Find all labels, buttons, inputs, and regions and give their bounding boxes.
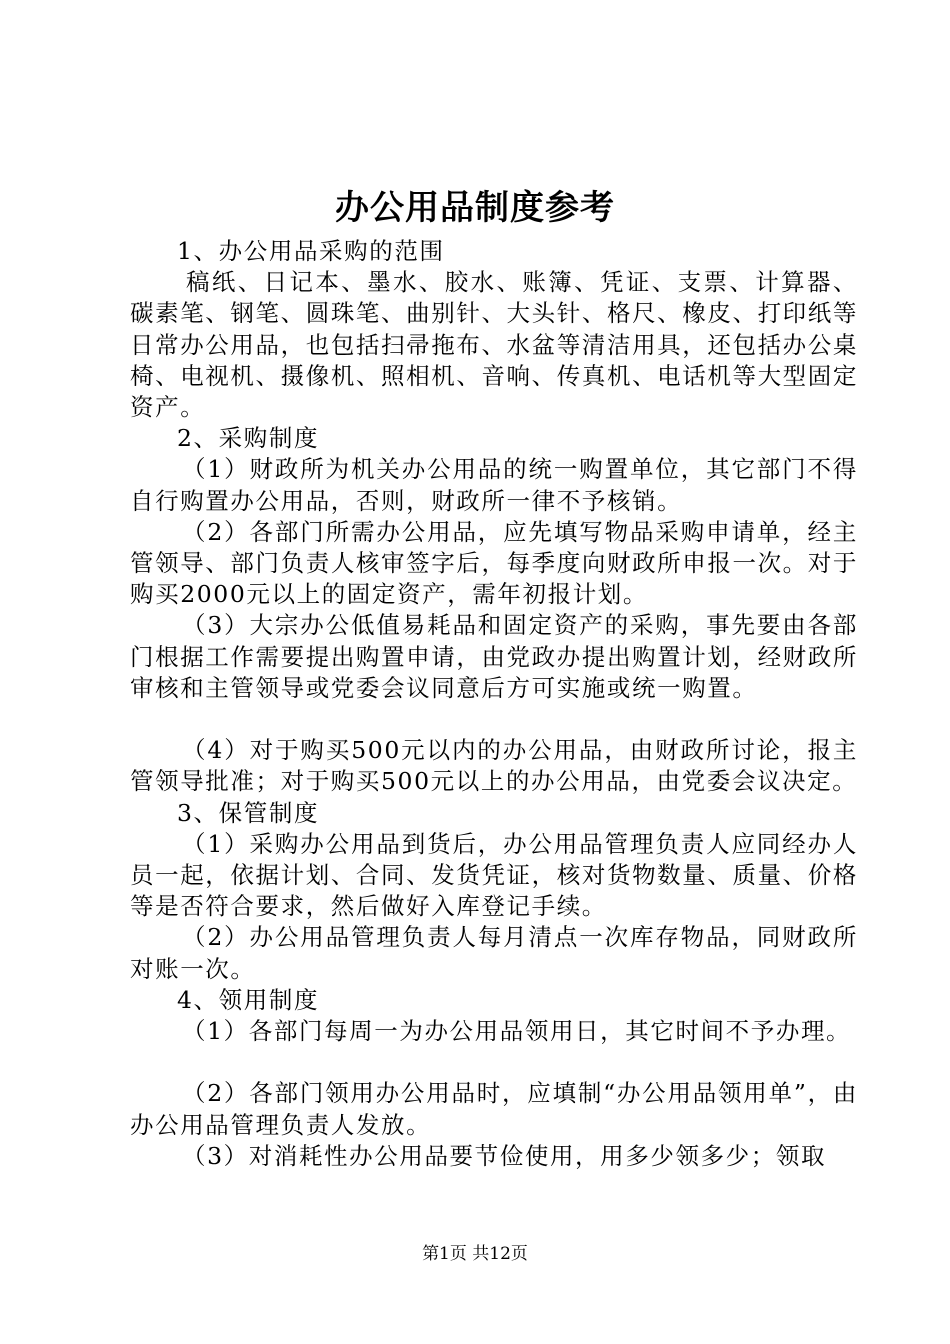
paragraph-item: （1）财政所为机关办公用品的统一购置单位，其它部门不得自行购置办公用品，否则，财政所一律不予核销。 (130, 455, 858, 515)
paragraph-scope: 稿纸、日记本、墨水、胶水、账簿、凭证、支票、计算器、碳素笔、钢笔、圆珠笔、曲别针、大头针、格尺、橡皮、打印纸等日常办公用品，也包括扫帚拖布、水盆等清洁用具，还包括办公桌椅、电视机、摄像机、照相机、音响、传真机、电话机等大型固定资产。 (130, 268, 858, 422)
section-heading-1: 1、办公用品采购的范围 (177, 237, 445, 265)
section-heading-2: 2、采购制度 (177, 424, 320, 453)
paragraph-item: （2）各部门领用办公用品时，应填制“办公用品领用单”，由办公用品管理负责人发放。 (130, 1079, 858, 1139)
page-number-footer: 第1页 共12页 (422, 1244, 528, 1264)
blank-line (130, 704, 858, 735)
paragraph-item: （2）办公用品管理负责人每月清点一次库存物品，同财政所对账一次。 (130, 923, 858, 983)
document-title: 办公用品制度参考 (335, 188, 615, 228)
paragraph-item: （1）采购办公用品到货后，办公用品管理负责人应同经办人员一起，依据计划、合同、发货凭证，核对货物数量、质量、价格等是否符合要求，然后做好入库登记手续。 (130, 829, 858, 921)
paragraph-item: （4）对于购买500元以内的办公用品，由财政所讨论，报主管领导批准；对于购买500元以上的办公用品，由党委会议决定。 (130, 736, 858, 796)
paragraph-item: （3）大宗办公低值易耗品和固定资产的采购，事先要由各部门根据工作需要提出购置申请，由党政办提出购置计划，经财政所审核和主管领导或党委会议同意后方可实施或统一购置。 (130, 611, 858, 702)
paragraph-item: （3）对消耗性办公用品要节俭使用，用多少领多少；领取 (182, 1141, 827, 1170)
paragraph-item: （1）各部门每周一为办公用品领用日，其它时间不予办理。 (182, 1017, 852, 1046)
blank-line (130, 1047, 858, 1078)
paragraph-item: （2）各部门所需办公用品，应先填写物品采购申请单，经主管领导、部门负责人核审签字后，每季度向财政所申报一次。对于购买2000元以上的固定资产，需年初报计划。 (130, 517, 858, 609)
section-heading-4: 4、领用制度 (177, 985, 320, 1014)
section-heading-3: 3、保管制度 (177, 798, 320, 827)
document-body (130, 236, 858, 1172)
